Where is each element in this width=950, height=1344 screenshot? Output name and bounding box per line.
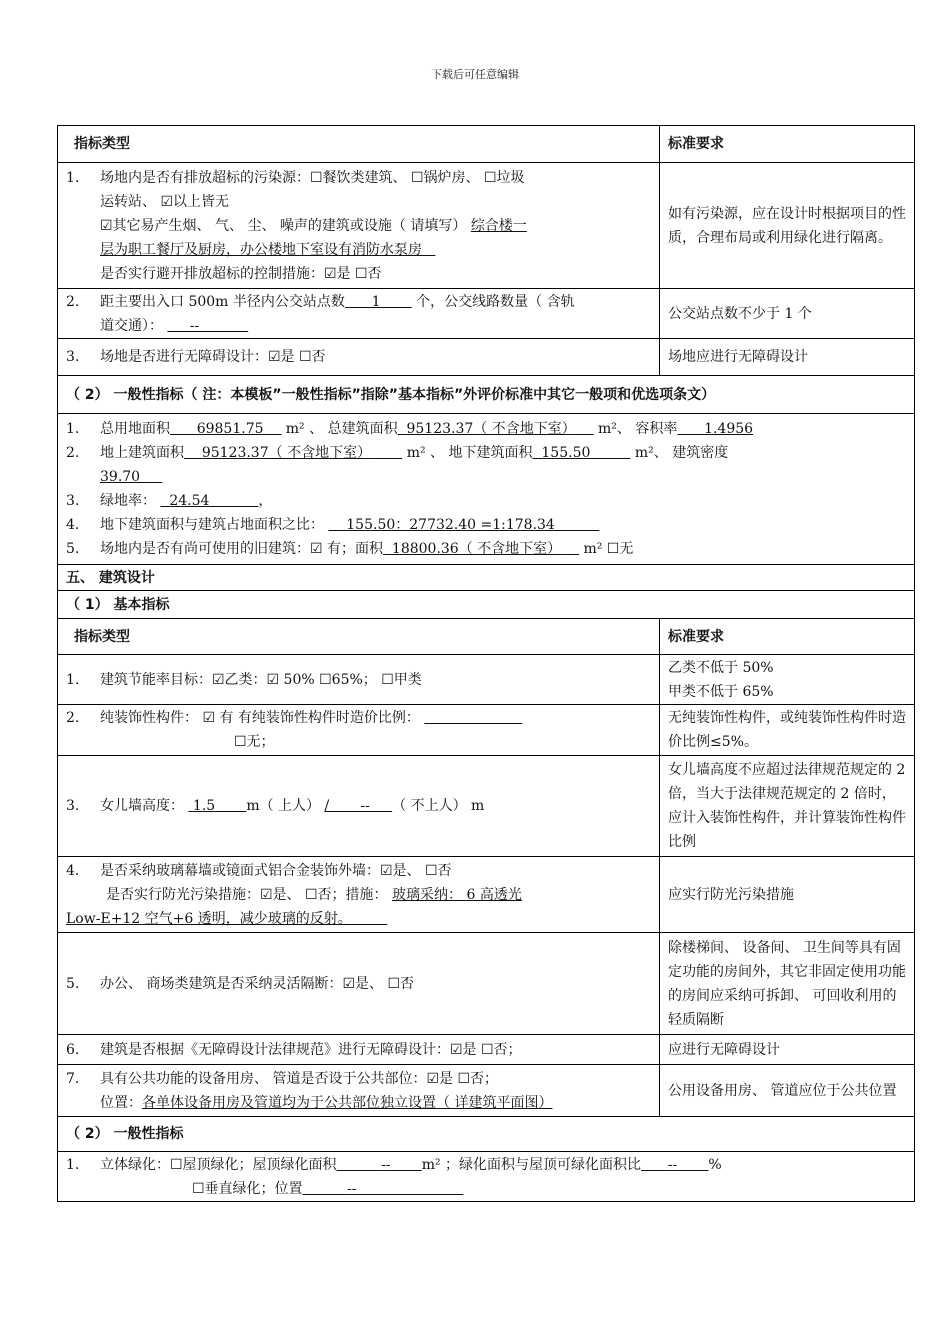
row-text: 是否实行防光污染措施：☑是、 ☐否；措施： xyxy=(106,886,388,903)
row-text: 场地内是否有尚可使用的旧建筑：☑ 有；面积 xyxy=(100,541,383,557)
row-text: ☐无； xyxy=(234,734,275,750)
row-number: 7. xyxy=(66,1070,80,1087)
requirement-text: 场地应进行无障碍设计 xyxy=(660,339,915,376)
row-number: 3. xyxy=(66,349,80,365)
row-text: m² ☐无 xyxy=(583,541,634,557)
row-text: % xyxy=(708,1156,722,1173)
filled-value: 18800.36（ 不含地下室） xyxy=(391,541,562,557)
section-row xyxy=(58,376,915,414)
row-text: 地下建筑面积与建筑占地面积之比： xyxy=(100,517,324,533)
table-row xyxy=(58,705,915,756)
col-req-header: 标准要求 xyxy=(660,619,915,655)
page-header: 下载后可任意编辑 xyxy=(431,68,519,81)
section-title: （ 2） 一般性指标（ 注：本模板”一般性指标”指除”基本指标”外评价标准中其它一般项和优选项条文） xyxy=(58,376,915,414)
row-number: 2. xyxy=(66,710,80,726)
filled-value: -- xyxy=(360,798,370,814)
section-row xyxy=(58,1117,915,1152)
table-row xyxy=(58,933,915,1035)
filled-value: 155.50：27732.40 =1:178.34 xyxy=(346,517,555,533)
table-row xyxy=(58,1152,915,1202)
filled-value: 95123.37（ 不含地下室） xyxy=(406,421,576,437)
row-text: 女儿墙高度： xyxy=(100,798,184,814)
row-number: 1. xyxy=(66,1156,80,1173)
filled-value: 玻璃采纳： 6 高透光 xyxy=(392,886,522,903)
requirement-text: 甲类不低于 65% xyxy=(668,683,774,700)
column-header-row xyxy=(58,126,915,163)
row-text: 总用地面积 xyxy=(100,421,170,437)
filled-value: 1.5 xyxy=(192,798,216,814)
requirement-text: 除楼梯间、 设备间、 卫生间等具有固定功能的房间外，其它非固定使用功能的房间应采纳可拆卸、 可回收利用的轻质隔断 xyxy=(660,933,915,1035)
filled-value: 95123.37（ 不含地下室） xyxy=(201,445,372,461)
row-text: m² ；绿化面积与屋顶可绿化面积比 xyxy=(421,1156,642,1173)
row-text: 场地内是否有排放超标的污染源：☐餐饮类建筑、 ☐锅炉房、 ☐垃圾 xyxy=(100,169,525,186)
col-type-header: 指标类型 xyxy=(58,126,660,163)
requirement-text: 公交站点数不少于 1 个 xyxy=(660,289,915,339)
column-header-row xyxy=(58,619,915,655)
filled-value: 各单体设备用房及管道均为于公共部位独立设置（ 详建筑平面图） xyxy=(142,1094,553,1111)
requirement-text: 女儿墙高度不应超过法律规范规定的 2 倍，当大于法律规范规定的 2 倍时，应计入装饰性构件，并计算装饰性构件比例 xyxy=(660,756,915,857)
filled-value: 1.4956 xyxy=(704,421,754,437)
row-number: 3. xyxy=(66,493,80,509)
filled-value: 层为职工餐厅及厨房，办公楼地下室设有消防水泵房 xyxy=(100,241,422,258)
filled-value: Low-E+12 空气+6 透明，减少玻璃的反射。 xyxy=(66,910,352,927)
row-text: 建筑是否根据《无障碍设计法律规范》进行无障碍设计：☑是 ☐否； xyxy=(100,1041,522,1058)
section-row xyxy=(58,565,915,591)
table-row xyxy=(58,655,915,705)
filled-value: 综合楼一 xyxy=(470,217,527,234)
filled-value: -- xyxy=(189,317,200,334)
requirement-text: 应进行无障碍设计 xyxy=(660,1035,915,1065)
row-number: 6. xyxy=(66,1041,80,1058)
row-text: 道交通）： xyxy=(100,317,163,334)
row-text: 立体绿化：☐屋顶绿化；屋顶绿化面积 xyxy=(100,1156,337,1173)
row-text: 具有公共功能的设备用房、 管道是否设于公共部位：☑是 ☐否； xyxy=(100,1070,499,1087)
requirement-text: 公用设备用房、 管道应位于公共位置 xyxy=(660,1065,915,1117)
requirement-text: 乙类不低于 50% xyxy=(668,659,774,676)
filled-value: 1 xyxy=(371,293,381,310)
requirement-text: 如有污染源，应在设计时根据项目的性质，合理布局或利用绿化进行隔离。 xyxy=(660,163,915,289)
row-text: m²、 容积率 xyxy=(598,421,678,437)
row-text: 位置： xyxy=(100,1094,142,1111)
table-row: 3. 女儿墙高度： 1.5 m（ 上人） / -- （ 不上人） m 女儿墙高度不应超过法律规范规定的 2 倍，当大于法律规范规定的 2 倍时，应计入装饰性构件，并计算装饰性构件比例 xyxy=(58,756,915,857)
row-number: 5. xyxy=(66,541,80,557)
row-text: （ 不上人） m xyxy=(392,798,485,814)
row-text: 是否实行避开排放超标的控制措施：☑是 ☐否 xyxy=(100,265,382,282)
filled-value: -- xyxy=(347,1180,357,1197)
section-title: 五、 建筑设计 xyxy=(58,565,915,591)
row-number: 2. xyxy=(66,445,80,461)
row-number: 2. xyxy=(66,293,80,310)
section-title: （ 1） 基本指标 xyxy=(58,591,915,619)
filled-value: -- xyxy=(667,1156,678,1173)
filled-value: 39.70 xyxy=(100,469,141,485)
filled-value: 69851.75 xyxy=(196,421,264,437)
row-text: 绿地率： xyxy=(100,493,156,509)
filled-value: 24.54 xyxy=(169,493,210,509)
row-text: ☑其它易产生烟、 气、 尘、 噪声的建筑或设施（ 请填写） xyxy=(100,217,467,234)
col-type-header: 指标类型 xyxy=(58,619,660,655)
row-number: 1. xyxy=(66,169,80,186)
row-text: m²、 建筑密度 xyxy=(634,445,729,461)
table-row xyxy=(58,289,915,339)
row-number: 5. xyxy=(66,975,80,992)
row-text: m² 、 总建筑面积 xyxy=(285,421,398,437)
table-row xyxy=(58,1035,915,1065)
row-text: m（ 上人） xyxy=(246,798,321,814)
table-row xyxy=(58,339,915,376)
row-text: 建筑节能率目标：☑乙类：☑ 50% ☐65%； ☐甲类 xyxy=(100,671,422,688)
row-text: ☐垂直绿化；位置 xyxy=(192,1180,303,1197)
requirement-text: 无纯装饰性构件，或纯装饰性构件时造价比例≤5%。 xyxy=(660,705,915,756)
row-number: 1. xyxy=(66,421,80,437)
row-number: 4. xyxy=(66,517,80,533)
row-text: 距主要出入口 500m 半径内公交站点数 xyxy=(100,293,345,310)
section-row xyxy=(58,591,915,619)
row-number: 1. xyxy=(66,671,80,688)
table-row xyxy=(58,163,915,289)
row-text: 个，公交线路数量（ 含轨 xyxy=(416,293,575,310)
evaluation-table xyxy=(57,125,915,1202)
row-text: m² 、 地下建筑面积 xyxy=(406,445,533,461)
row-number: 4. xyxy=(66,862,80,879)
row-text: 地上建筑面积 xyxy=(100,445,184,461)
row-number: 3. xyxy=(66,798,80,814)
row-text: 运转站、 ☑以上皆无 xyxy=(100,193,230,210)
col-req-header: 标准要求 xyxy=(660,126,915,163)
table-row xyxy=(58,1065,915,1117)
row-text: ， xyxy=(258,493,273,509)
section-title: （ 2） 一般性指标 xyxy=(58,1117,915,1152)
filled-value: -- xyxy=(381,1156,391,1173)
row-text: 场地是否进行无障碍设计：☑是 ☐否 xyxy=(100,349,326,365)
filled-value: 155.50 xyxy=(541,445,591,461)
row-text: 办公、 商场类建筑是否采纳灵活隔断：☑是、 ☐否 xyxy=(100,975,415,992)
requirement-text: 应实行防光污染措施 xyxy=(660,857,915,933)
table-row xyxy=(58,857,915,933)
general-indicators-row xyxy=(58,414,915,565)
row-text: 纯装饰性构件： ☑ 有 有纯装饰性构件时造价比例： xyxy=(100,710,420,726)
row-text: 是否采纳玻璃幕墙或镜面式铝合金装饰外墙：☑是、 ☐否 xyxy=(100,862,452,879)
